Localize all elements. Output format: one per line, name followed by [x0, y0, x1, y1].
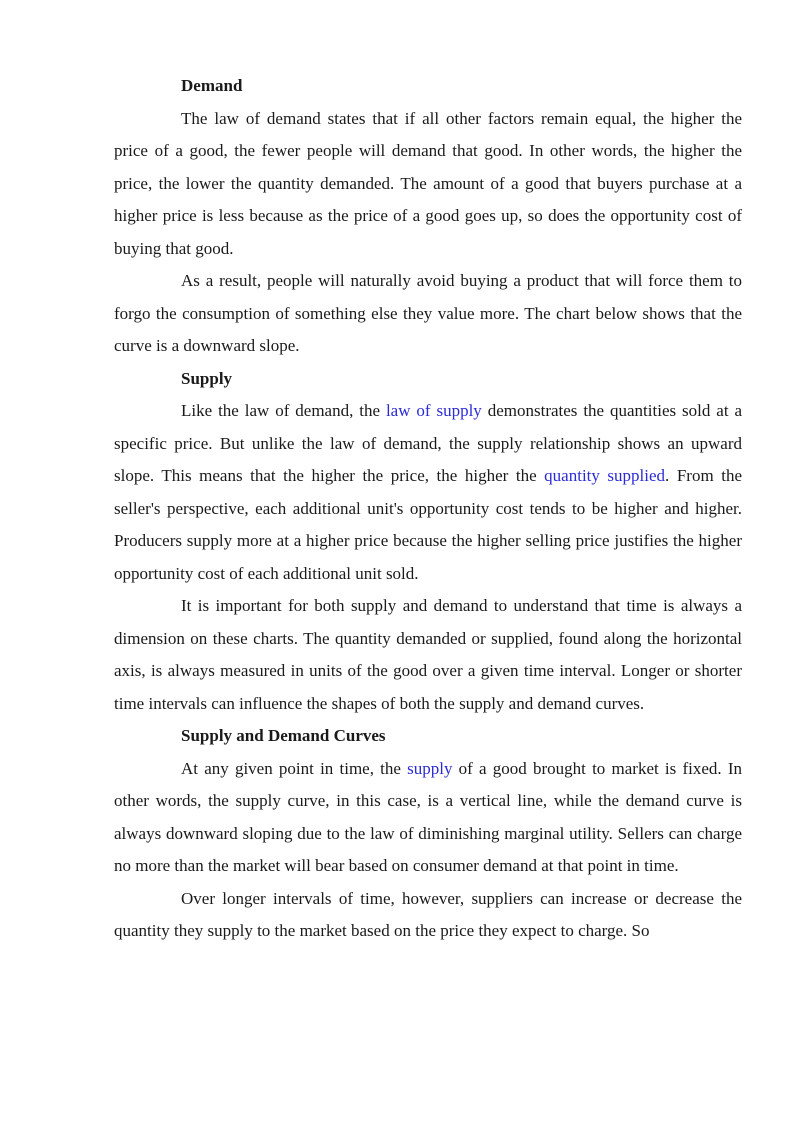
text-run: of a good brought to market is fixed. In other words, the supply curve, in this case, is a vertical line, while the demand curve is always downward sloping due to the law of diminishing marginal utility. Sellers can charge no more than the market will bear based on consumer demand at that point in time.: [114, 758, 742, 875]
text-run: At any given point in time, the: [181, 758, 408, 778]
text-run: It is important for both supply and demand to understand that time is always a dimension on these charts. The quantity demanded or supplied, found along the horizontal axis, is always measured in units of the good over a given time interval. Longer or shorter time intervals can influence the shapes of both the supply and demand curves.: [114, 596, 742, 713]
section-heading: Supply: [181, 368, 233, 388]
body-paragraph: [114, 103, 742, 266]
body-paragraph: [114, 395, 742, 590]
inline-link[interactable]: quantity supplied: [544, 466, 666, 485]
body-paragraph: [114, 265, 742, 363]
text-run: The law of demand states that if all other factors remain equal, the higher the price of a good, the fewer people will demand that good. In other words, the higher the price, the lower the quantity demanded. The amount of a good that buyers purchase at a higher price is less because as the price of a good goes up, so does the opportunity cost of buying that good.: [114, 108, 742, 258]
text-run: As a result, people will naturally avoid buying a product that will force them to forgo the consumption of something else they value more. The chart below shows that the curve is a downward slope.: [114, 271, 742, 355]
text-run: Like the law of demand, the: [181, 401, 386, 420]
inline-link[interactable]: law of supply: [385, 401, 482, 420]
text-run: demonstrates the quantities sold at a specific price. But unlike the law of demand, the supply relationship shows an upward slope. This means that the higher the price, the higher the: [114, 401, 743, 485]
body-paragraph: [114, 753, 742, 883]
body-paragraph: [114, 590, 742, 720]
section-heading: Demand: [181, 76, 243, 95]
text-run: . From the seller's perspective, each additional unit's opportunity cost tends to be higher and higher. Producers supply more at a higher price because the higher selling price justifies the higher opportunity cost of each additional unit sold.: [114, 466, 743, 583]
section-heading: Supply and Demand Curves: [181, 726, 386, 745]
body-paragraph: [114, 883, 742, 948]
text-run: Over longer intervals of time, however, suppliers can increase or decrease the quantity they supply to the market based on the price they expect to charge. So: [114, 888, 742, 940]
inline-link[interactable]: supply: [407, 758, 453, 778]
